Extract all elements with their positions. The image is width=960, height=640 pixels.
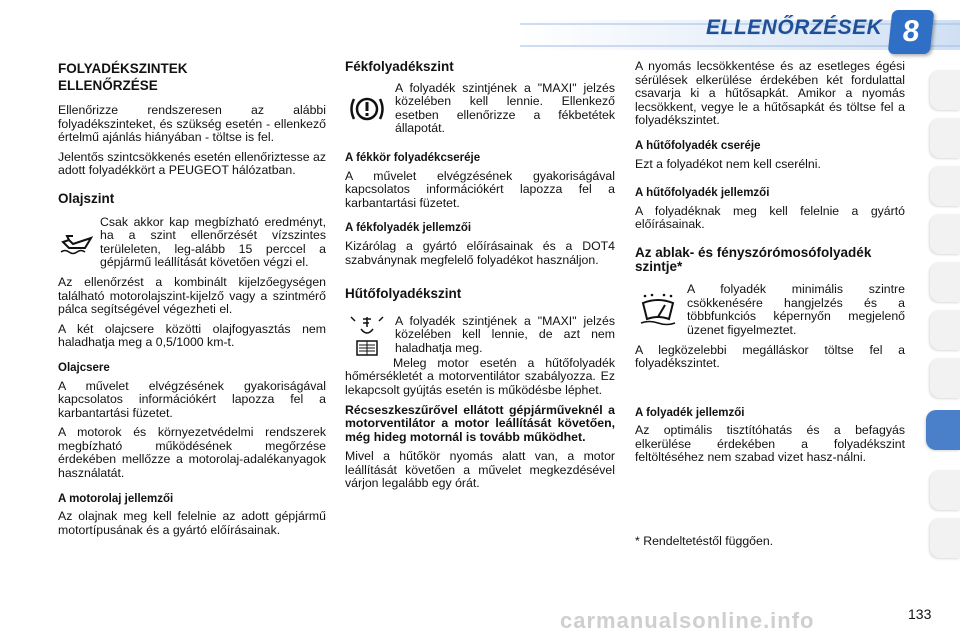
intro-paragraph-2: Jelentős szintcsökkenés esetén ellenőriztesse az adott folyadékkört a PEUGEOT hálózatban. <box>58 149 326 178</box>
coolant-paragraph-3: Mivel a hűtőkör nyomás alatt van, a motor leállítását követően a művelet megkezdésével várjon legalább egy órát. <box>345 449 615 491</box>
coolant-heading: Hűtőfolyadékszint <box>345 286 462 302</box>
tab-10[interactable] <box>930 518 960 558</box>
washer-heading: Az ablak- és fényszórómosófolyadék szintje* <box>635 244 872 274</box>
pressure-paragraph: A nyomás lecsökkentése és az esetleges égési sérülések elkerülése érdekében két fordulattal csavarja ki a hűtősapkát. Amikor a nyomás lecsökkent, vegye le a hűtősapkát és töltse fel a folyadékszintet. <box>635 59 905 128</box>
brake-heading: Fékfolyadékszint <box>345 59 454 74</box>
brake-change-heading: A fékkör folyadékcseréje <box>345 151 481 164</box>
oil-spec-heading: A motorolaj jellemzői <box>58 492 174 505</box>
page-heading <box>58 60 326 94</box>
oil-spec-text: Az olajnak meg kell felelnie az adott gépjármű motortípusának és a gyártó előírásainak. <box>58 509 326 537</box>
watermark: carmanualsonline.info <box>560 608 815 633</box>
coolant-change-heading: A hűtőfolyadék cseréje <box>635 139 761 152</box>
tab-7[interactable] <box>930 358 960 398</box>
tab-6[interactable] <box>930 310 960 350</box>
tab-4[interactable] <box>930 214 960 254</box>
tab-1[interactable] <box>930 70 960 110</box>
brake-spec-heading: A fékfolyadék jellemzői <box>345 222 472 235</box>
brake-text: A folyadék szintjének a "MAXI" jelzés közelében kell lennie. Ellenkező esetben ellenőrizze a fékbetétek állapotát. <box>395 80 615 136</box>
washer-text: A folyadék minimális szintre csökkenésére hangjelzés és a többfunkciós képernyőn megjelenő üzenet figyelmeztet. <box>687 282 905 337</box>
section-title: ELLENŐRZÉSEK <box>706 16 883 39</box>
oil-change-text: A művelet elvégzésének gyakoriságával kapcsolatos információkért lapozza fel a karbantartási füzetet. <box>58 378 326 420</box>
chapter-tabs <box>924 70 960 590</box>
column-1 <box>58 60 326 543</box>
heading-line-1: FOLYADÉKSZINTEK <box>58 61 188 76</box>
oil-text: Csak akkor kap megbízható eredményt, ha a szint ellenőrzését vízszintes terüleleten, leg-alább 15 perccel a gépjármű leállítását követően végzi el. <box>100 214 326 270</box>
coolant-figure <box>345 315 615 357</box>
coolant-paragraph-2: Meleg motor esetén a hűtőfolyadék hőmérsékletét a motorventilátor szabályozza. Ez lekapcsolt gyújtás esetén is működésbe léphet. <box>345 355 615 397</box>
oil-level-heading: Olajszint <box>58 190 115 206</box>
brake-warning-icon <box>345 82 389 136</box>
tab-2[interactable] <box>930 118 960 158</box>
washer-spec-text: Az optimális tisztítóhatás és a befagyás elkerülése érdekében a folyadékszint feltöltéséhez nem szabad vizet hasz-nálni. <box>635 423 905 465</box>
intro-paragraph-1: Ellenőrizze rendszeresen az alábbi folyadékszinteket, és szükség esetén - ellenkező értelmű ajánlás hiányában - töltse is fel. <box>58 103 326 145</box>
page-number: 133 <box>908 606 932 622</box>
tab-8-active[interactable] <box>926 410 960 450</box>
coolant-spec-text: A folyadéknak meg kell felelnie a gyártó előírásainak. <box>635 203 905 232</box>
column-3 <box>635 60 905 555</box>
tab-5[interactable] <box>930 262 960 302</box>
washer-icon <box>635 283 681 337</box>
oil-paragraph-3: A két olajcsere közötti olajfogyasztás nem haladhatja meg a 0,5/1000 km-t. <box>58 321 326 350</box>
washer-spec-heading: A folyadék jellemzői <box>635 406 745 419</box>
coolant-warning-text: Récseszkeszűrővel ellátott gépjárműveknél a motorventilátor a motor leállítását követően, még hideg motornál is tovább működhet. <box>345 402 615 444</box>
washer-figure <box>635 283 905 337</box>
tab-9[interactable] <box>930 470 960 510</box>
coolant-spec-heading: A hűtőfolyadék jellemzői <box>635 187 770 200</box>
oil-figure <box>58 216 326 270</box>
oil-change-paragraph-2: A motorok és környezetvédelmi rendszerek megbízható működésének megőrzése érdekében mellőzze a motorolaj-adalékanyagok használatát. <box>58 425 326 481</box>
brake-change-text: A művelet elvégzésének gyakoriságával kapcsolatos információkért lapozza fel a karbantartási füzetet. <box>345 168 615 210</box>
oil-change-heading: Olajcsere <box>58 361 110 374</box>
oil-can-icon <box>58 216 94 270</box>
coolant-change-text: Ezt a folyadékot nem kell cserélni. <box>635 156 821 171</box>
chapter-badge: 8 <box>888 10 935 54</box>
footnote: * Rendeltetéstől függően. <box>635 534 774 549</box>
brake-spec-text: Kizárólag a gyártó előírásainak és a DOT4 szabványnak megfelelő folyadékot használjon. <box>345 238 615 267</box>
oil-paragraph-2: Az ellenőrzést a kombinált kijelzőegységen található motorolajszint-kijelző vagy a szintmérő pálca segítségével végezheti el. <box>58 274 326 317</box>
washer-paragraph-2: A legközelebbi megálláskor töltse fel a folyadékszintet. <box>635 342 905 371</box>
coolant-warning-icon <box>345 315 389 357</box>
coolant-text: A folyadék szintjének a "MAXI" jelzés közelében kell lennie, de azt nem haladhatja meg. <box>395 313 615 355</box>
brake-figure <box>345 82 615 136</box>
tab-3[interactable] <box>930 166 960 206</box>
column-2 <box>345 60 615 497</box>
heading-line-2: ELLENŐRZÉSE <box>58 78 158 93</box>
